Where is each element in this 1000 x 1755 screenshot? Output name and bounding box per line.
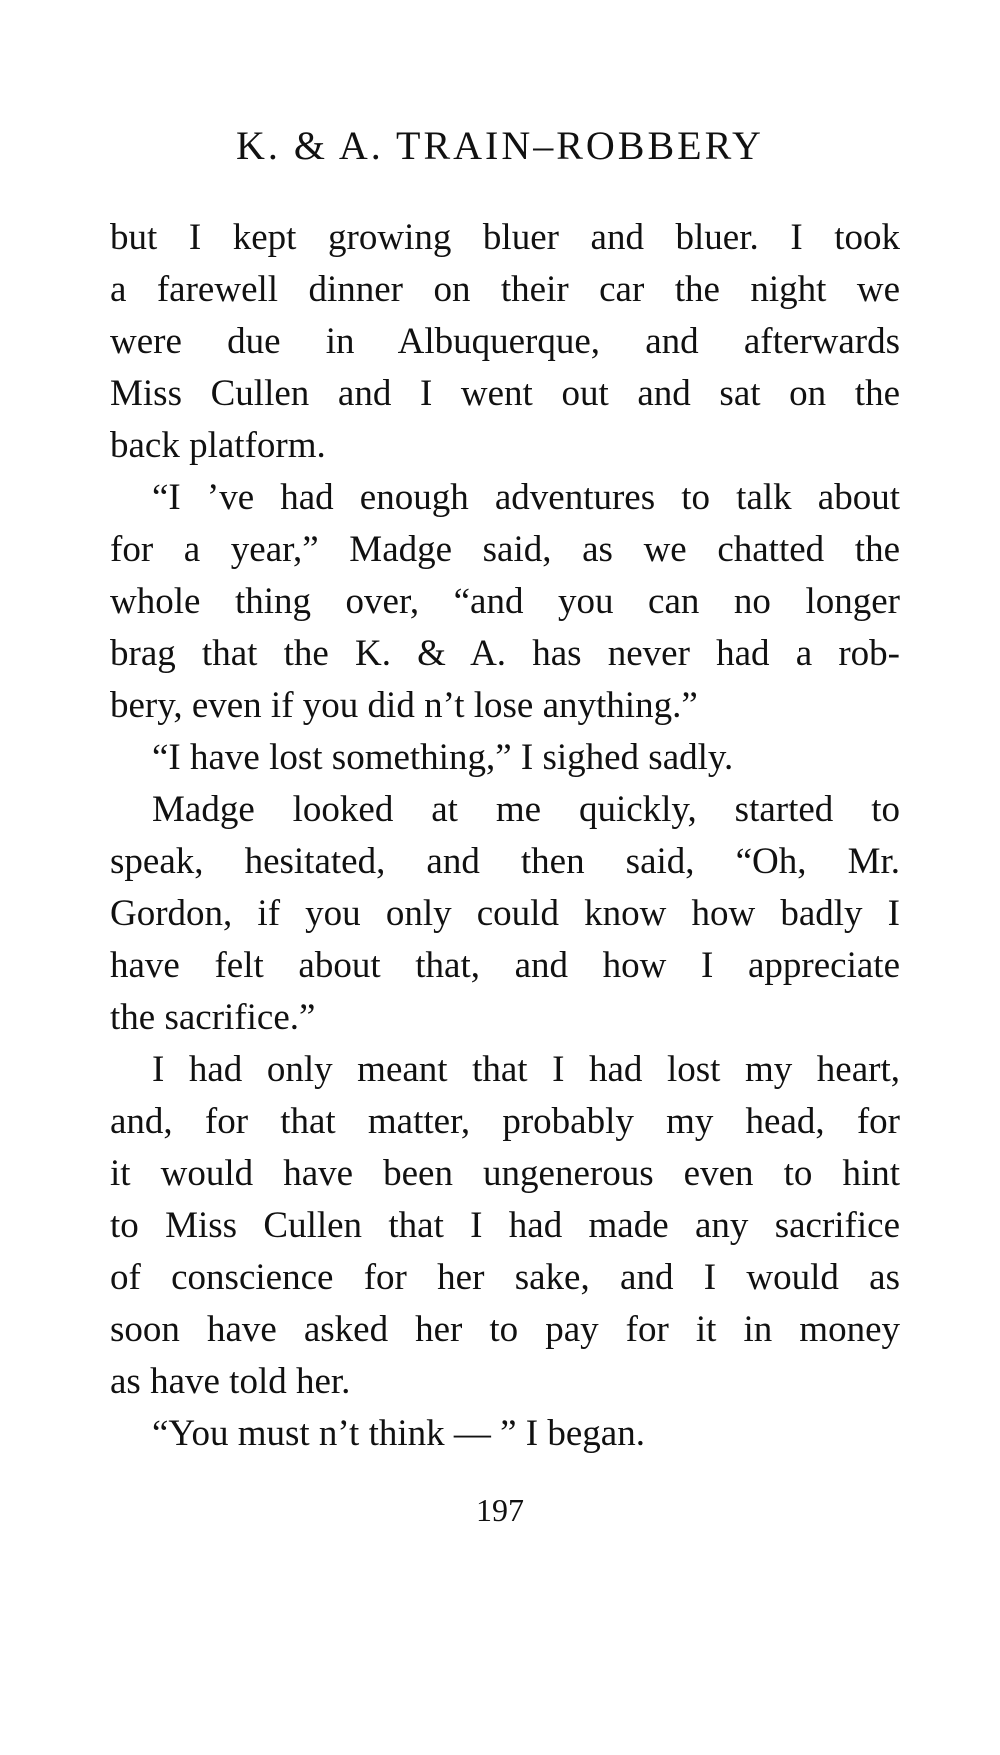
text-line: whole thing over, “and you can no longer: [110, 581, 900, 622]
text-line: the sacrifice.”: [110, 997, 316, 1038]
text-line: speak, hesitated, and then said, “Oh, Mr.: [110, 841, 900, 882]
text-line: back platform.: [110, 425, 326, 466]
text-line: Gordon, if you only could know how badly I: [110, 893, 900, 934]
text-line: and, for that matter, probably my head, for: [110, 1101, 900, 1142]
text-line: for a year,” Madge said, as we chatted the: [110, 529, 900, 570]
text-line: soon have asked her to pay for it in money: [110, 1309, 900, 1350]
text-line: it would have been ungenerous even to hint: [110, 1153, 900, 1194]
text-line: to Miss Cullen that I had made any sacrifice: [110, 1205, 900, 1246]
text-line: were due in Albuquerque, and afterwards: [110, 321, 900, 362]
text-line: I had only meant that I had lost my heart,: [152, 1049, 900, 1090]
body-text: [110, 212, 900, 1460]
text-line: but I kept growing bluer and bluer. I took: [110, 217, 900, 258]
text-line: a farewell dinner on their car the night we: [110, 269, 900, 310]
text-line: Miss Cullen and I went out and sat on the: [110, 373, 900, 414]
text-line: bery, even if you did n’t lose anything.”: [110, 685, 698, 726]
text-line: as have told her.: [110, 1361, 351, 1402]
page-number: 197: [476, 1492, 524, 1528]
text-line: “You must n’t think — ” I began.: [152, 1413, 645, 1454]
text-line: “I ’ve had enough adventures to talk about: [152, 477, 900, 518]
text-line: Madge looked at me quickly, started to: [152, 789, 900, 830]
text-line: of conscience for her sake, and I would as: [110, 1257, 900, 1298]
text-line: “I have lost something,” I sighed sadly.: [152, 737, 734, 778]
text-line: brag that the K. & A. has never had a rob-: [110, 633, 900, 674]
text-line: have felt about that, and how I appreciate: [110, 945, 900, 986]
running-head: K. & A. TRAIN–ROBBERY: [236, 123, 764, 168]
